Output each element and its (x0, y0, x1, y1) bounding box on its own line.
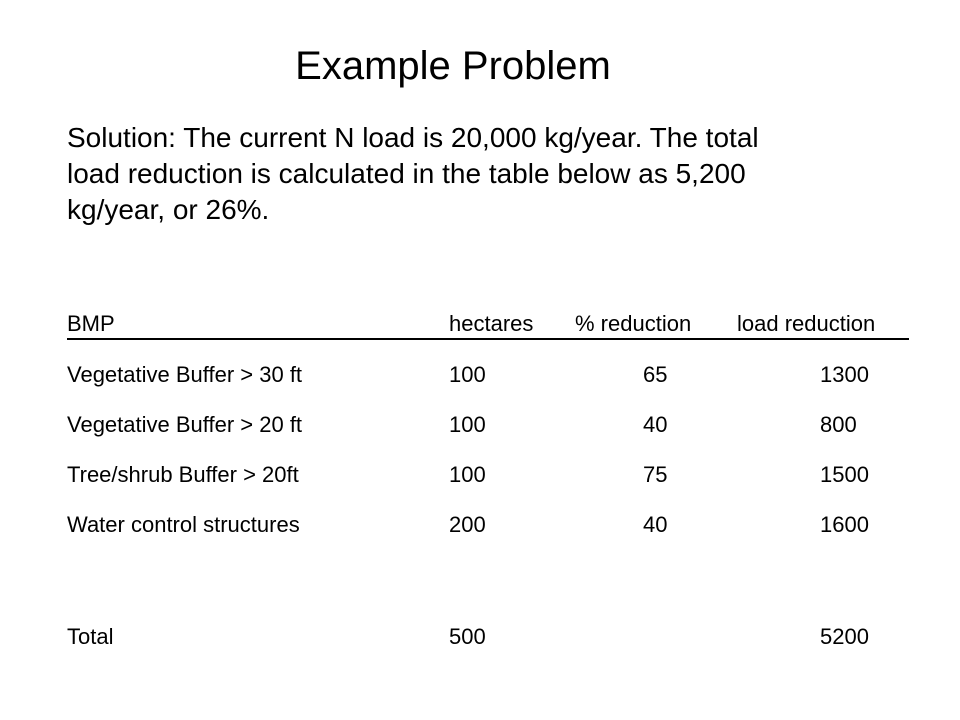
solution-line-1: Solution: The current N load is 20,000 kg/year. The total (67, 122, 759, 153)
solution-text (67, 120, 907, 228)
table-header-row (67, 308, 909, 340)
table-row (67, 509, 909, 541)
header-pct-reduction: % reduction (575, 311, 692, 336)
cell-load-reduction: 1300 (820, 362, 869, 387)
cell-load-reduction: 1500 (820, 462, 869, 487)
cell-hectares: 100 (449, 462, 486, 487)
cell-pct-reduction: 65 (643, 362, 668, 387)
total-label: Total (67, 624, 114, 649)
cell-hectares: 100 (449, 412, 486, 437)
cell-bmp: Water control structures (67, 512, 300, 537)
cell-bmp: Vegetative Buffer > 30 ft (67, 362, 303, 387)
table-row (67, 459, 909, 491)
cell-pct-reduction: 40 (643, 512, 668, 537)
header-bmp: BMP (67, 311, 115, 336)
table-row (67, 409, 909, 441)
cell-bmp: Vegetative Buffer > 20 ft (67, 412, 303, 437)
cell-hectares: 200 (449, 512, 486, 537)
table-row (67, 359, 909, 391)
slide-title: Example Problem (295, 44, 611, 88)
total-hectares: 500 (449, 624, 486, 649)
table-spacer (67, 541, 909, 603)
solution-line-3: kg/year, or 26%. (67, 194, 270, 225)
cell-hectares: 100 (449, 362, 486, 387)
table-total-row (67, 621, 909, 653)
cell-pct-reduction: 40 (643, 412, 668, 437)
cell-load-reduction: 800 (820, 412, 857, 437)
total-load-reduction: 5200 (820, 624, 869, 649)
cell-load-reduction: 1600 (820, 512, 869, 537)
header-load-reduction: load reduction (737, 311, 876, 336)
header-hectares: hectares (449, 311, 534, 336)
cell-pct-reduction: 75 (643, 462, 668, 487)
cell-bmp: Tree/shrub Buffer > 20ft (67, 462, 299, 487)
bmp-table (67, 308, 909, 653)
solution-line-2: load reduction is calculated in the table below as 5,200 (67, 158, 746, 189)
